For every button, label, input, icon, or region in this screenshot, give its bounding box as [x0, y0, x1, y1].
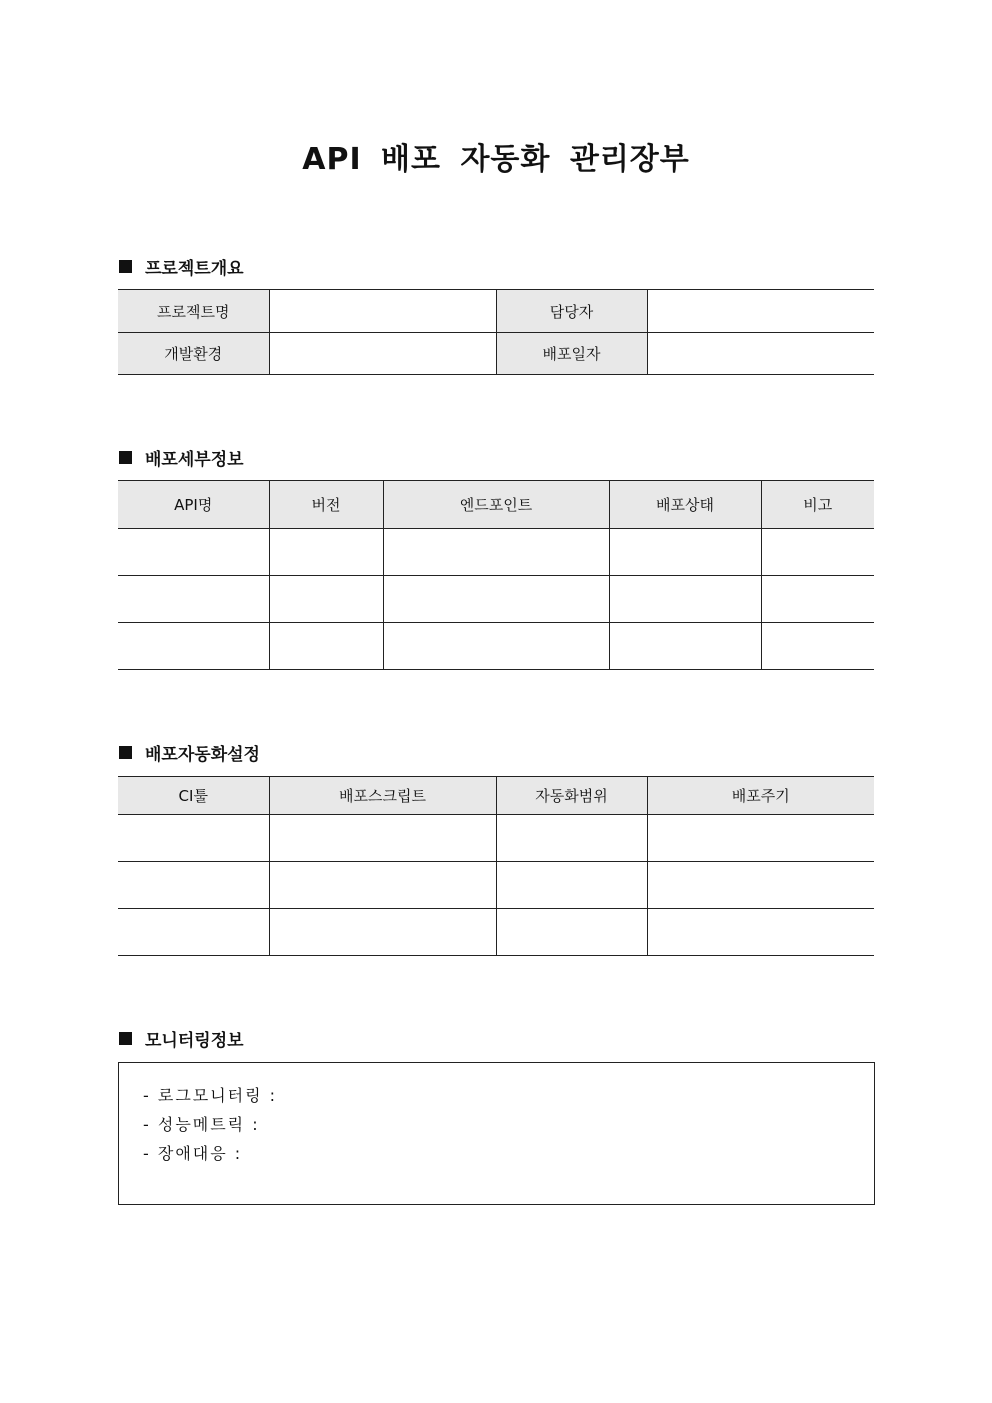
square-bullet-icon	[119, 1032, 132, 1045]
table-cell[interactable]	[647, 862, 874, 909]
column-header: API명	[118, 481, 269, 529]
column-header: 엔드포인트	[383, 481, 609, 529]
table-cell[interactable]	[118, 815, 269, 862]
column-header: 배포스크립트	[269, 777, 496, 815]
table-cell[interactable]	[269, 909, 496, 956]
deploy-date-label: 배포일자	[496, 333, 647, 375]
table-cell[interactable]	[269, 529, 383, 576]
section-heading-deploy-details	[119, 445, 244, 470]
square-bullet-icon	[119, 746, 132, 759]
table-row	[118, 862, 874, 909]
section-heading-label: 프로젝트개요	[145, 259, 244, 279]
column-header: 버전	[269, 481, 383, 529]
table-cell[interactable]	[609, 623, 761, 670]
table-cell[interactable]	[269, 815, 496, 862]
dev-environment-field[interactable]	[269, 333, 496, 375]
table-row	[118, 815, 874, 862]
table-cell[interactable]	[496, 815, 647, 862]
table-cell[interactable]	[609, 529, 761, 576]
table-header-row	[118, 777, 874, 815]
column-header: 비고	[761, 481, 874, 529]
deploy-details-table	[118, 480, 874, 670]
section-heading-label: 모니터링정보	[145, 1031, 244, 1051]
table-cell[interactable]	[269, 862, 496, 909]
column-header: CI툴	[118, 777, 269, 815]
column-header: 자동화범위	[496, 777, 647, 815]
table-row	[118, 529, 874, 576]
table-cell[interactable]	[118, 576, 269, 623]
table-cell[interactable]	[383, 576, 609, 623]
table-row	[118, 290, 874, 333]
section-heading-project-overview	[119, 254, 244, 279]
log-monitoring-line: - 로그모니터링 :	[143, 1086, 278, 1105]
table-cell[interactable]	[761, 623, 874, 670]
square-bullet-icon	[119, 451, 132, 464]
table-cell[interactable]	[383, 529, 609, 576]
deploy-date-field[interactable]	[647, 333, 874, 375]
automation-settings-table	[118, 776, 874, 956]
project-name-label: 프로젝트명	[118, 290, 269, 333]
project-name-field[interactable]	[269, 290, 496, 333]
table-cell[interactable]	[383, 623, 609, 670]
table-cell[interactable]	[118, 909, 269, 956]
section-heading-label: 배포세부정보	[145, 450, 244, 470]
table-row	[118, 909, 874, 956]
column-header: 배포주기	[647, 777, 874, 815]
table-row	[118, 623, 874, 670]
project-overview-table	[118, 289, 874, 375]
section-heading-label: 배포자동화설정	[145, 745, 260, 765]
dev-environment-label: 개발환경	[118, 333, 269, 375]
document-title: API 배포 자동화 관리장부	[302, 142, 690, 177]
table-cell[interactable]	[118, 623, 269, 670]
table-cell[interactable]	[609, 576, 761, 623]
table-header-row	[118, 481, 874, 529]
table-cell[interactable]	[496, 862, 647, 909]
table-cell[interactable]	[761, 576, 874, 623]
performance-metrics-line: - 성능메트릭 :	[143, 1115, 260, 1134]
table-cell[interactable]	[647, 909, 874, 956]
column-header: 배포상태	[609, 481, 761, 529]
table-cell[interactable]	[496, 909, 647, 956]
manager-label: 담당자	[496, 290, 647, 333]
table-row	[118, 576, 874, 623]
manager-field[interactable]	[647, 290, 874, 333]
section-heading-monitoring	[119, 1026, 244, 1051]
table-cell[interactable]	[118, 529, 269, 576]
monitoring-info-box[interactable]	[118, 1062, 875, 1205]
incident-response-line: - 장애대응 :	[143, 1144, 243, 1163]
table-row	[118, 333, 874, 375]
table-cell[interactable]	[761, 529, 874, 576]
table-cell[interactable]	[647, 815, 874, 862]
table-cell[interactable]	[269, 576, 383, 623]
section-heading-automation-settings	[119, 740, 260, 765]
table-cell[interactable]	[269, 623, 383, 670]
square-bullet-icon	[119, 260, 132, 273]
table-cell[interactable]	[118, 862, 269, 909]
